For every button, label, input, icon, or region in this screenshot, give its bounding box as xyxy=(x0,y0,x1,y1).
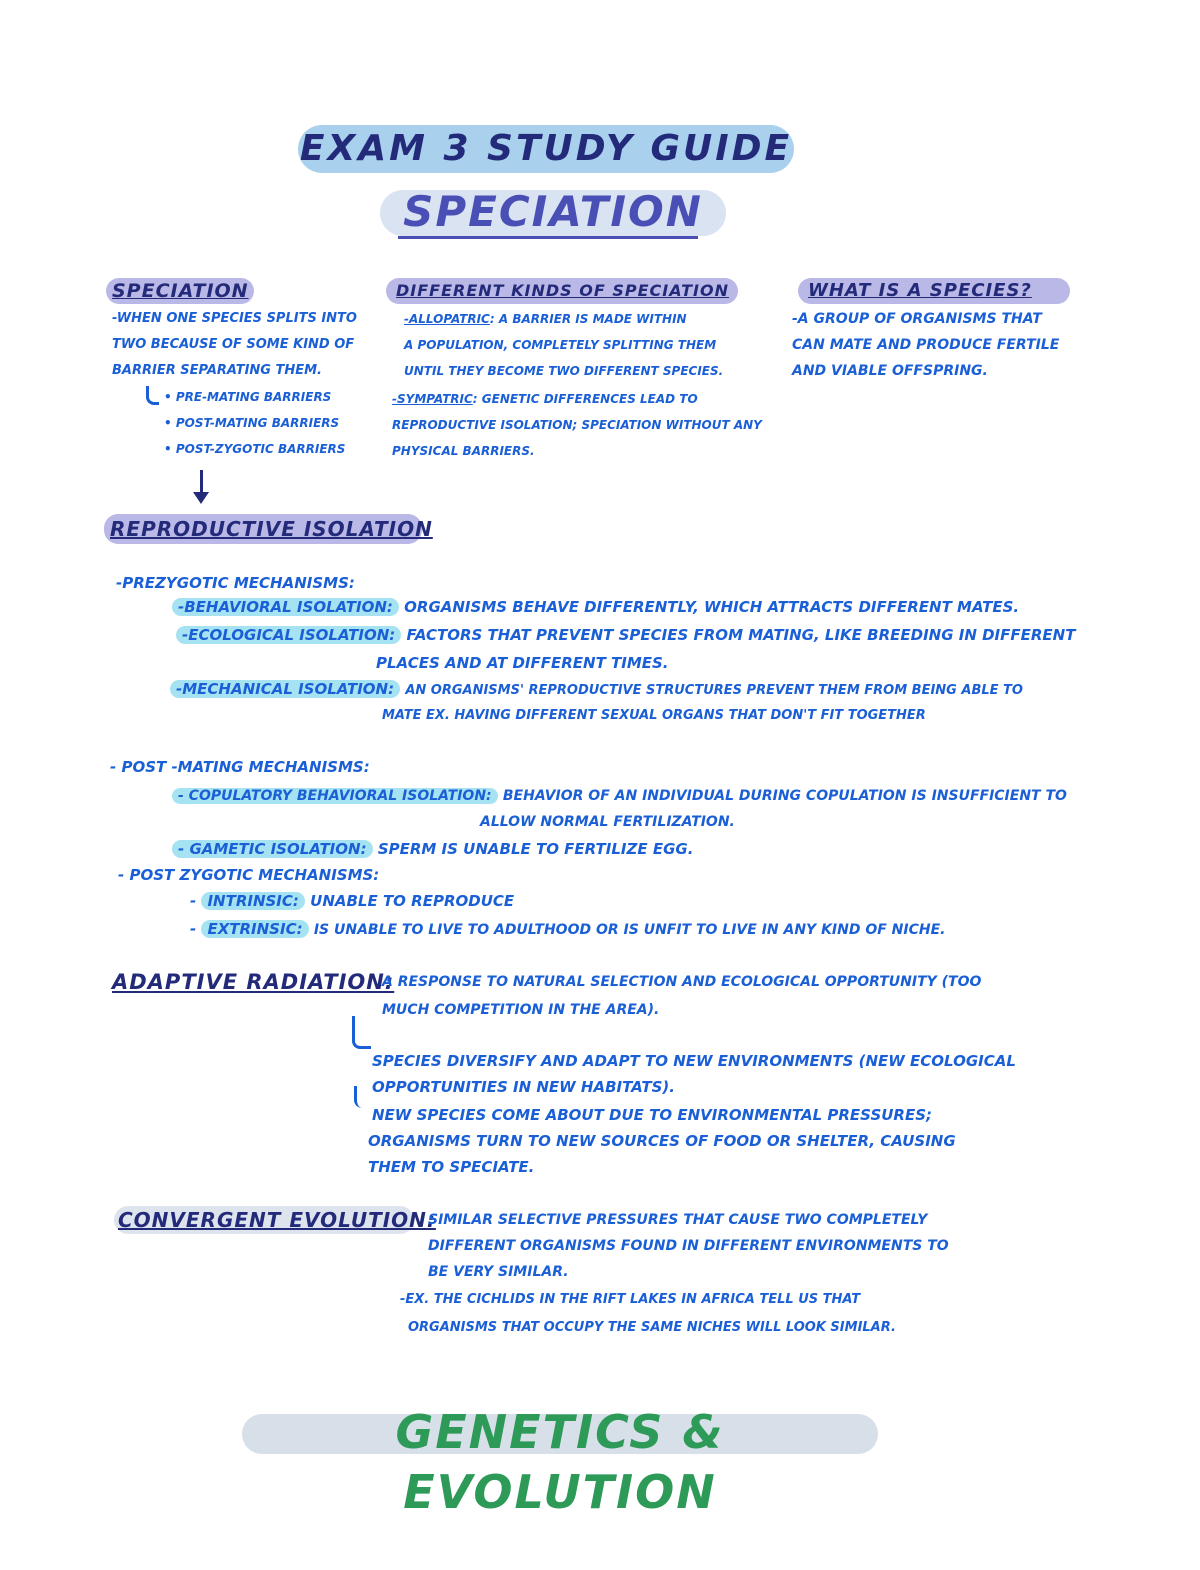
ecological-def-cont: PLACES AND AT DIFFERENT TIMES. xyxy=(376,654,669,672)
gametic-term: - GAMETIC ISOLATION: xyxy=(172,840,373,858)
convergent-def: SIMILAR SELECTIVE PRESSURES THAT CAUSE TWO COMPLETELY xyxy=(428,1212,928,1228)
genetics-evolution-heading: GENETICS & EVOLUTION xyxy=(395,1405,725,1519)
convergent-def: BE VERY SIMILAR. xyxy=(428,1264,569,1280)
allopatric-def: A POPULATION, COMPLETELY SPLITTING THEM xyxy=(404,338,717,352)
convergent-def: DIFFERENT ORGANISMS FOUND IN DIFFERENT ENVIRONMENTS TO xyxy=(428,1238,949,1254)
sympatric-def: REPRODUCTIVE ISOLATION; SPECIATION WITHOUT ANY xyxy=(392,418,762,432)
barrier-item: • PRE-MATING BARRIERS xyxy=(164,390,332,404)
prezygotic-label: -PREZYGOTIC MECHANISMS: xyxy=(116,574,355,592)
adaptive-radiation-heading: ADAPTIVE RADIATION: xyxy=(112,970,395,994)
adaptive-point: ORGANISMS TURN TO NEW SOURCES OF FOOD OR SHELTER, CAUSING xyxy=(368,1132,956,1150)
copulatory-def-cont: ALLOW NORMAL FERTILIZATION. xyxy=(480,814,735,830)
sympatric-def: : GENETIC DIFFERENCES LEAD TO xyxy=(472,392,698,406)
adaptive-def: A RESPONSE TO NATURAL SELECTION AND ECOLOGICAL OPPORTUNITY (TOO xyxy=(382,974,982,990)
allopatric-block xyxy=(404,306,723,384)
mechanical-def: AN ORGANISMS' REPRODUCTIVE STRUCTURES PREVENT THEM FROM BEING ABLE TO xyxy=(405,683,1023,698)
copulatory-def: BEHAVIOR OF AN INDIVIDUAL DURING COPULATION IS INSUFFICIENT TO xyxy=(502,788,1067,804)
postmating-label: - POST -MATING MECHANISMS: xyxy=(110,758,370,776)
copulatory-term: - COPULATORY BEHAVIORAL ISOLATION: xyxy=(172,788,498,804)
adaptive-point: THEM TO SPECIATE. xyxy=(368,1158,535,1176)
behavioral-term: -BEHAVIORAL ISOLATION: xyxy=(172,598,399,616)
barrier-list xyxy=(164,384,345,462)
adaptive-point: NEW SPECIES COME ABOUT DUE TO ENVIRONMENTAL PRESSURES; xyxy=(372,1106,933,1124)
species-line: AND VIABLE OFFSPRING. xyxy=(792,363,988,379)
speciation-line: BARRIER SEPARATING THEM. xyxy=(112,363,322,378)
allopatric-def: UNTIL THEY BECOME TWO DIFFERENT SPECIES. xyxy=(404,364,724,378)
extrinsic-def: IS UNABLE TO LIVE TO ADULTHOOD OR IS UNFIT TO LIVE IN ANY KIND OF NICHE. xyxy=(313,922,946,938)
intrinsic-row: - INTRINSIC: UNABLE TO REPRODUCE xyxy=(190,892,515,910)
ecological-row xyxy=(176,626,1075,644)
extrinsic-row: - EXTRINSIC: IS UNABLE TO LIVE TO ADULTHOOD OR IS UNFIT TO LIVE IN ANY KIND OF NICHE. xyxy=(190,920,946,938)
sympatric-block xyxy=(392,386,762,464)
subtitle-underline xyxy=(398,236,698,239)
speciation-line: -WHEN ONE SPECIES SPLITS INTO xyxy=(112,311,357,326)
ecological-term: -ECOLOGICAL ISOLATION: xyxy=(176,626,401,644)
behavioral-def: ORGANISMS BEHAVE DIFFERENTLY, WHICH ATTRACTS DIFFERENT MATES. xyxy=(404,598,1020,616)
kinds-heading: DIFFERENT KINDS OF SPECIATION xyxy=(396,281,729,300)
convergent-example: ORGANISMS THAT OCCUPY THE SAME NICHES WILL LOOK SIMILAR. xyxy=(408,1320,896,1335)
barrier-item: • POST-MATING BARRIERS xyxy=(164,416,340,430)
speciation-definition xyxy=(112,306,357,384)
adaptive-point: OPPORTUNITIES IN NEW HABITATS). xyxy=(372,1078,675,1096)
convergent-evolution-heading: CONVERGENT EVOLUTION: xyxy=(118,1208,436,1232)
sympatric-term: -SYMPATRIC xyxy=(392,392,473,406)
page-subtitle: SPECIATION xyxy=(403,187,703,236)
postzygotic-label: - POST ZYGOTIC MECHANISMS: xyxy=(118,866,380,884)
adaptive-bracket-2 xyxy=(354,1086,363,1108)
species-line: -A GROUP OF ORGANISMS THAT xyxy=(792,311,1042,327)
gametic-def: SPERM IS UNABLE TO FERTILIZE EGG. xyxy=(377,840,694,858)
speciation-line: TWO BECAUSE OF SOME KIND OF xyxy=(112,337,355,352)
mechanical-row xyxy=(170,680,1023,698)
species-definition xyxy=(792,306,1059,384)
mechanical-term: -MECHANICAL ISOLATION: xyxy=(170,680,400,698)
reproductive-isolation-heading: REPRODUCTIVE ISOLATION xyxy=(110,517,433,541)
barrier-item: • POST-ZYGOTIC BARRIERS xyxy=(164,442,346,456)
allopatric-def: : A BARRIER IS MADE WITHIN xyxy=(489,312,687,326)
sympatric-def: PHYSICAL BARRIERS. xyxy=(392,444,535,458)
arrow-head-icon xyxy=(193,492,209,504)
barrier-bracket xyxy=(146,386,159,405)
adaptive-def-cont: MUCH COMPETITION IN THE AREA). xyxy=(382,1002,660,1018)
copulatory-row xyxy=(172,786,1067,804)
page-title: EXAM 3 STUDY GUIDE xyxy=(299,128,793,169)
extrinsic-term: EXTRINSIC: xyxy=(201,920,308,938)
behavioral-row xyxy=(172,598,1019,616)
allopatric-term: -ALLOPATRIC xyxy=(404,312,490,326)
species-line: CAN MATE AND PRODUCE FERTILE xyxy=(792,337,1060,353)
convergent-example: -EX. THE CICHLIDS IN THE RIFT LAKES IN AFRICA TELL US THAT xyxy=(400,1292,861,1307)
adaptive-point: SPECIES DIVERSIFY AND ADAPT TO NEW ENVIRONMENTS (NEW ECOLOGICAL xyxy=(372,1052,1016,1070)
ecological-def: FACTORS THAT PREVENT SPECIES FROM MATING, LIKE BREEDING IN DIFFERENT xyxy=(406,626,1076,644)
speciation-heading: SPECIATION xyxy=(112,280,249,302)
gametic-row xyxy=(172,840,693,858)
species-heading: WHAT IS A SPECIES? xyxy=(808,280,1032,301)
intrinsic-term: INTRINSIC: xyxy=(201,892,304,910)
mechanical-def-cont: MATE EX. HAVING DIFFERENT SEXUAL ORGANS THAT DON'T FIT TOGETHER xyxy=(382,708,926,723)
adaptive-bracket xyxy=(352,1016,371,1049)
intrinsic-def: UNABLE TO REPRODUCE xyxy=(310,892,515,910)
